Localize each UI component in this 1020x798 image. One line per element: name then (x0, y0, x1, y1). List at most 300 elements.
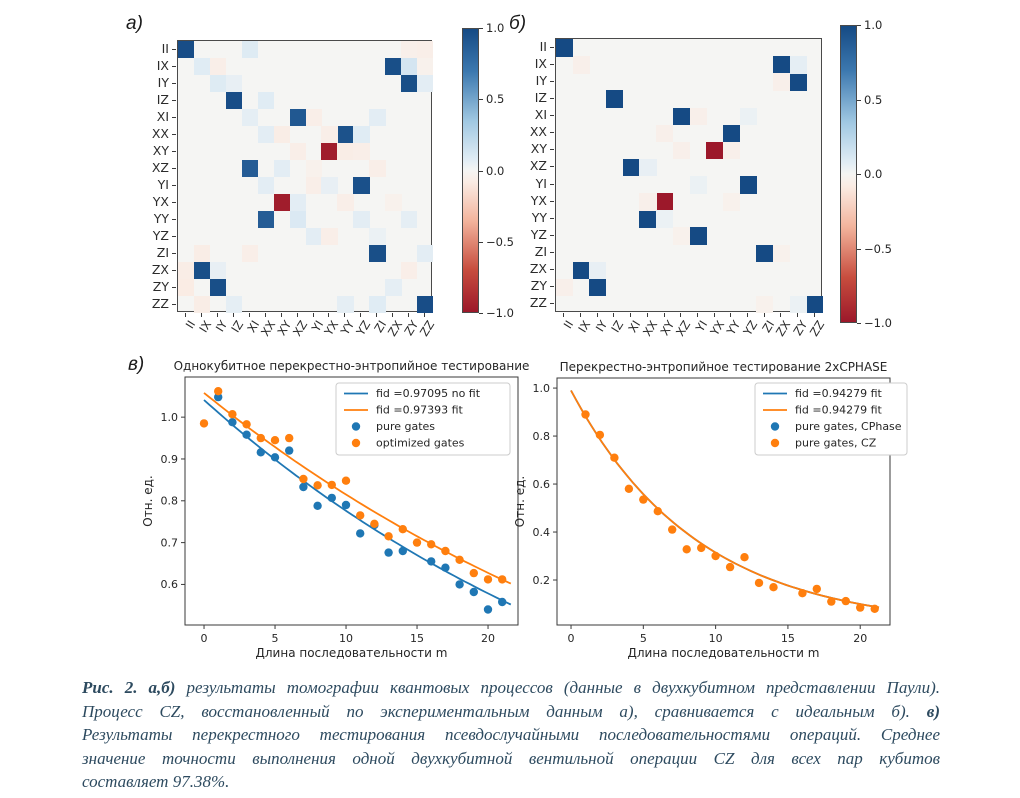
data-point (356, 529, 364, 537)
pauli-row-label: ZX (151, 261, 169, 277)
legend-label: fid =0.94279 fit (795, 387, 882, 400)
pauli-row-label: ZZ (151, 295, 169, 311)
heatmap-cell (756, 245, 773, 263)
y-tick-mark (550, 98, 554, 99)
legend-dot-sample (771, 422, 779, 430)
data-point (683, 545, 691, 553)
heatmap-cell (178, 279, 194, 296)
heatmap-cell (242, 245, 258, 262)
data-point (856, 603, 864, 611)
heatmap-cell (306, 160, 322, 177)
heatmap-cell (274, 194, 290, 211)
data-point (399, 547, 407, 555)
y-tick-mark (550, 166, 554, 167)
pauli-row-label: ZI (534, 244, 547, 260)
heatmap-cell (321, 143, 337, 160)
heatmap-cell (673, 108, 690, 126)
data-point (328, 494, 336, 502)
data-point (813, 585, 821, 593)
heatmap-cell (321, 177, 337, 194)
data-point (214, 387, 222, 395)
pauli-row-label: YX (530, 192, 547, 208)
heatmap-cell (274, 160, 290, 177)
pauli-col-label: YI (692, 317, 710, 335)
heatmap-cell (353, 143, 369, 160)
data-point (285, 434, 293, 442)
pauli-row-label: XI (156, 108, 169, 124)
y-tick-mark (172, 151, 176, 152)
heatmap-cell (401, 75, 417, 92)
heatmap-cell (226, 92, 242, 109)
heatmap-cell (194, 262, 210, 279)
y-tick-mark (172, 236, 176, 237)
data-point (871, 605, 879, 613)
pauli-row-label: XX (151, 125, 169, 141)
pauli-row-label: YI (157, 176, 169, 192)
data-point (455, 580, 463, 588)
heatmap-cell (290, 109, 306, 126)
colorbar-tick-mark (857, 25, 861, 26)
pauli-col-label: XX (257, 317, 278, 339)
pauli-row-label: IY (535, 72, 547, 88)
data-point (342, 477, 350, 485)
colorbar-tick-mark (857, 323, 861, 324)
heatmap-cell (242, 41, 258, 58)
y-tick-label: 0.6 (532, 477, 550, 491)
y-tick-mark (172, 253, 176, 254)
colorbar-tick-mark (479, 242, 483, 243)
heatmap-cell (417, 58, 433, 75)
y-tick-mark (550, 149, 554, 150)
heatmap-cell (369, 296, 385, 313)
heatmap-cell (606, 90, 623, 108)
pauli-col-label: YI (308, 317, 326, 335)
legend-dot-sample (771, 439, 779, 447)
data-point (639, 495, 647, 503)
y-axis-label: Отн. ед. (513, 475, 527, 528)
y-tick-mark (550, 303, 554, 304)
y-tick-label: 0.8 (532, 429, 550, 443)
x-tick-mark (249, 313, 250, 317)
heatmap-cell (210, 262, 226, 279)
colorbar-tick-mark (479, 171, 483, 172)
caption-line (82, 747, 940, 771)
x-tick-label: 20 (481, 632, 496, 645)
heatmap-cell (417, 75, 433, 92)
heatmap-cell (790, 73, 807, 91)
pauli-col-label: XZ (289, 317, 310, 339)
caption-bold-text: Рис. 2. а,б) (82, 678, 176, 697)
colorbar-tick-mark (857, 174, 861, 175)
pauli-row-label: IY (157, 74, 169, 90)
y-tick-mark (172, 49, 176, 50)
data-point (455, 556, 463, 564)
pauli-row-label: II (161, 40, 169, 56)
heatmap-cell (723, 193, 740, 211)
heatmap-cell (369, 160, 385, 177)
x-tick-mark (313, 313, 314, 317)
xeb-single-qubit-chart (138, 359, 535, 659)
colorbar-tick-label: −1.0 (864, 316, 892, 330)
pauli-row-label: ZZ (529, 295, 547, 311)
y-tick-label: 0.9 (160, 452, 178, 466)
pauli-row-label: XZ (151, 159, 169, 175)
pauli-col-label: IY (592, 317, 610, 335)
heatmap-cell (226, 75, 242, 92)
pauli-col-label: XY (656, 317, 677, 339)
pauli-row-label: IZ (156, 91, 169, 107)
heatmap-cell (369, 109, 385, 126)
data-point (484, 575, 492, 583)
legend-dot-sample (352, 439, 360, 447)
data-point (285, 446, 293, 454)
data-point (228, 418, 236, 426)
x-tick-mark (328, 313, 329, 317)
heatmap-cell (194, 296, 210, 313)
pauli-row-label: IX (156, 57, 169, 73)
pauli-col-label: XZ (673, 317, 694, 339)
x-tick-mark (376, 313, 377, 317)
heatmap-cell (623, 159, 640, 177)
y-tick-mark (172, 83, 176, 84)
pauli-col-label: II (182, 317, 199, 332)
heatmap-cell (226, 296, 242, 313)
x-tick-label: 5 (639, 632, 647, 645)
y-tick-mark (172, 185, 176, 186)
legend-label: fid =0.97095 no fit (376, 387, 481, 400)
heatmap-cell (723, 142, 740, 160)
data-point (228, 410, 236, 418)
x-tick-label: 20 (853, 632, 868, 645)
x-tick-label: 15 (410, 632, 425, 645)
heatmap-cell (639, 193, 656, 211)
colorbar-tick-label: 1.0 (486, 21, 505, 35)
y-tick-mark (550, 47, 554, 48)
legend-label: fid =0.97393 fit (376, 403, 463, 417)
data-point (470, 569, 478, 577)
data-point (257, 448, 265, 456)
panel-label-b: б) (509, 13, 527, 34)
caption-text: Результаты перекрестного тестирования псевдослучайными последовательностями операций. Среднее (82, 725, 940, 745)
heatmap-cell (556, 279, 573, 297)
heatmap-cell (306, 177, 322, 194)
y-tick-mark (172, 202, 176, 203)
x-tick-mark (630, 313, 631, 317)
heatmap-cell (385, 194, 401, 211)
x-tick-mark (730, 313, 731, 317)
heatmap-cell (210, 279, 226, 296)
pauli-col-label: II (560, 317, 577, 332)
x-tick-label: 10 (339, 632, 354, 645)
x-tick-mark (297, 313, 298, 317)
data-point (427, 540, 435, 548)
heatmap-cell (690, 227, 707, 245)
heatmap-cell (353, 211, 369, 228)
pauli-col-label: YX (321, 317, 342, 339)
pauli-col-label: ZX (385, 317, 406, 339)
data-point (654, 507, 662, 515)
y-tick-mark (550, 115, 554, 116)
pauli-row-label: II (539, 38, 547, 54)
pauli-row-label: ZX (529, 261, 547, 277)
data-point (769, 583, 777, 591)
pauli-row-label: ZI (156, 244, 169, 260)
heatmap-cell (756, 296, 773, 314)
pauli-col-label: YX (706, 317, 727, 339)
pauli-col-label: ZI (371, 317, 390, 335)
x-axis-label: Длина последовательности m (627, 646, 820, 659)
heatmap-cell (690, 176, 707, 194)
x-tick-mark (613, 313, 614, 317)
legend-label: fid =0.94279 fit (795, 403, 882, 417)
data-point (370, 520, 378, 528)
data-point (299, 475, 307, 483)
pauli-row-label: XX (529, 124, 547, 140)
heatmap-experimental-cz (177, 40, 432, 312)
data-point (328, 481, 336, 489)
caption-text: результаты томографии квантовых процессов (данные в двухкубитном представлении Паули). (175, 678, 941, 697)
x-tick-mark (265, 313, 266, 317)
x-tick-mark (424, 313, 425, 317)
heatmap-cell (369, 228, 385, 245)
pauli-col-label: YY (338, 317, 358, 338)
heatmap-cell (790, 56, 807, 74)
heatmap-cell (337, 143, 353, 160)
chart-title: Однокубитное перекрестно-энтропийное тестирование (173, 359, 530, 373)
data-point (242, 420, 250, 428)
caption-line (82, 700, 940, 724)
colorbar-tick-label: 0.0 (864, 167, 883, 181)
data-point (755, 579, 763, 587)
x-tick-mark (408, 313, 409, 317)
y-tick-mark (172, 304, 176, 305)
data-point (484, 605, 492, 613)
x-tick-mark (392, 313, 393, 317)
colorbar-tick-label: 0.5 (486, 92, 505, 107)
pauli-col-label: ZY (401, 317, 422, 339)
x-tick-mark (344, 313, 345, 317)
heatmap-cell (690, 108, 707, 126)
caption-text: составляет 97.38%. (82, 772, 230, 792)
data-point (242, 431, 250, 439)
heatmap-cell (242, 109, 258, 126)
heatmap-cell (656, 125, 673, 143)
y-tick-mark (550, 132, 554, 133)
caption-bold-text: в) (926, 701, 940, 721)
colorbar-tick-mark (479, 28, 483, 29)
x-tick-label: 15 (780, 632, 795, 645)
x-tick-mark (814, 313, 815, 317)
heatmap-cell (556, 39, 573, 57)
pauli-row-label: XI (534, 107, 547, 123)
data-point (271, 453, 279, 461)
legend-label: pure gates (376, 420, 436, 433)
heatmap-cell (740, 108, 757, 126)
pauli-row-label: ZY (530, 278, 547, 294)
data-point (342, 501, 350, 509)
colorbar-tick-label: 0.5 (864, 92, 883, 107)
data-point (470, 588, 478, 596)
chart-title: Перекрестно-энтропийное тестирование 2xCPHASE (559, 360, 888, 374)
y-tick-mark (550, 269, 554, 270)
heatmap-cell (337, 296, 353, 313)
heatmap-cell (306, 228, 322, 245)
caption-text: значение точности выполнения одной двухкубитной вентильной операции CZ для всех пар кубитов (82, 748, 940, 768)
pauli-col-label: ZZ (416, 317, 438, 339)
data-point (827, 597, 835, 605)
pauli-row-label: IX (534, 55, 547, 71)
data-point (610, 454, 618, 462)
pauli-row-label: YY (531, 209, 547, 225)
x-tick-mark (185, 313, 186, 317)
heatmap-cell (385, 279, 401, 296)
heatmap-cell (589, 279, 606, 297)
heatmap-cell (417, 41, 433, 58)
x-tick-mark (680, 313, 681, 317)
data-point (299, 483, 307, 491)
heatmap-cell (210, 75, 226, 92)
pauli-row-label: XY (152, 142, 169, 158)
y-axis-label: Отн. ед. (141, 475, 155, 527)
panel-label-v: в) (128, 354, 145, 375)
colorbar-b (840, 25, 857, 323)
heatmap-cell (178, 262, 194, 279)
colorbar-tick-label: 0.0 (486, 163, 505, 178)
pauli-row-label: YZ (530, 226, 547, 242)
pauli-col-label: ZY (790, 317, 811, 339)
pauli-col-label: YZ (353, 317, 374, 339)
heatmap-cell (773, 73, 790, 91)
data-point (441, 564, 449, 572)
data-point (384, 532, 392, 540)
y-tick-mark (172, 168, 176, 169)
heatmap-cell (573, 56, 590, 74)
colorbar-tick-mark (479, 99, 483, 100)
pauli-row-label: XY (530, 141, 547, 157)
x-tick-mark (647, 313, 648, 317)
heatmap-cell (258, 92, 274, 109)
data-point (740, 553, 748, 561)
data-point (596, 431, 604, 439)
pauli-col-label: YZ (740, 317, 761, 339)
colorbar-tick-mark (479, 313, 483, 314)
heatmap-cell (706, 142, 723, 160)
heatmap-cell (306, 109, 322, 126)
heatmap-cell (337, 126, 353, 143)
heatmap-cell (242, 160, 258, 177)
pauli-col-label: IX (196, 317, 215, 335)
pauli-row-label: YY (153, 210, 169, 226)
heatmap-cell (740, 176, 757, 194)
x-tick-mark (597, 313, 598, 317)
colorbar-tick-label: −0.5 (864, 241, 892, 256)
heatmap-cell (194, 245, 210, 262)
heatmap-cell (573, 262, 590, 280)
pauli-col-label: XI (625, 317, 644, 335)
pauli-col-label: YY (724, 317, 744, 338)
y-tick-label: 1.0 (160, 410, 178, 424)
pauli-col-label: IY (212, 317, 230, 335)
x-tick-mark (580, 313, 581, 317)
y-tick-label: 0.6 (160, 578, 178, 592)
heatmap-cell (656, 210, 673, 228)
pauli-row-label: IZ (534, 89, 547, 105)
data-point (842, 597, 850, 605)
caption-line (82, 770, 940, 794)
colorbar-tick-mark (857, 100, 861, 101)
heatmap-cell (639, 210, 656, 228)
data-point (581, 410, 589, 418)
heatmap-cell (589, 262, 606, 280)
x-tick-mark (714, 313, 715, 317)
heatmap-cell (417, 245, 433, 262)
x-tick-mark (563, 313, 564, 317)
y-tick-mark (550, 286, 554, 287)
heatmap-cell (417, 296, 433, 313)
legend-dot-sample (352, 422, 360, 430)
pauli-col-label: XY (273, 317, 294, 339)
pauli-col-label: IZ (608, 317, 627, 335)
x-tick-mark (697, 313, 698, 317)
pauli-col-label: IX (575, 317, 594, 335)
heatmap-cell (353, 177, 369, 194)
heatmap-cell (401, 58, 417, 75)
x-tick-label: 0 (567, 632, 575, 645)
data-point (711, 552, 719, 560)
pauli-row-label: XZ (529, 158, 547, 174)
legend-label: pure gates, CPhase (795, 420, 902, 433)
heatmap-cell (258, 177, 274, 194)
x-tick-mark (217, 313, 218, 317)
heatmap-cell (290, 194, 306, 211)
x-tick-mark (764, 313, 765, 317)
heatmap-cell (290, 143, 306, 160)
y-tick-mark (550, 252, 554, 253)
y-tick-mark (550, 81, 554, 82)
pauli-row-label: YX (152, 193, 169, 209)
x-tick-mark (360, 313, 361, 317)
heatmap-cell (321, 228, 337, 245)
pauli-row-label: YI (535, 175, 547, 191)
pauli-col-label: ZZ (806, 317, 827, 339)
heatmap-cell (639, 159, 656, 177)
x-tick-label: 0 (200, 632, 208, 645)
data-point (668, 525, 676, 533)
x-tick-mark (797, 313, 798, 317)
pauli-row-label: ZY (152, 278, 169, 294)
heatmap-cell (673, 227, 690, 245)
y-tick-mark (550, 184, 554, 185)
heatmap-cell (369, 245, 385, 262)
y-tick-mark (550, 218, 554, 219)
y-tick-mark (172, 100, 176, 101)
heatmap-cell (723, 125, 740, 143)
data-point (441, 547, 449, 555)
x-tick-mark (747, 313, 748, 317)
data-point (313, 481, 321, 489)
data-point (399, 525, 407, 533)
y-tick-mark (550, 235, 554, 236)
x-tick-mark (201, 313, 202, 317)
data-point (413, 538, 421, 546)
x-tick-label: 5 (271, 632, 279, 645)
y-tick-mark (172, 287, 176, 288)
y-tick-label: 0.2 (532, 573, 550, 587)
y-tick-mark (172, 270, 176, 271)
heatmap-cell (274, 126, 290, 143)
x-tick-label: 10 (708, 632, 723, 645)
data-point (726, 563, 734, 571)
